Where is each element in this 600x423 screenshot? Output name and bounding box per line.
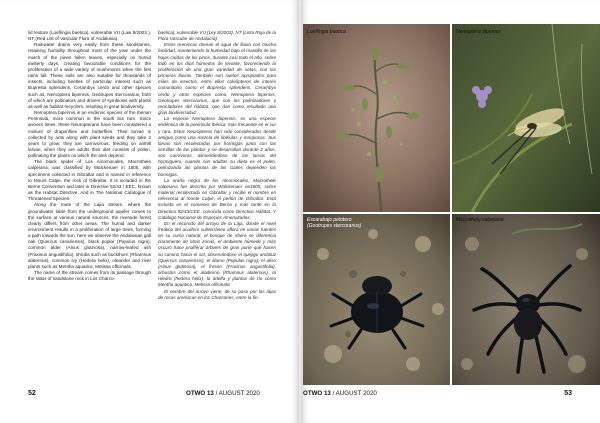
caption-nemoptera: Nemoptera bipennis xyxy=(456,29,501,35)
paragraph: The name of the stream comes from its passage through the slabs of sandstone rock in Los Charco- xyxy=(28,270,151,282)
plant-image xyxy=(303,24,450,212)
magazine-name: OTWO 13 xyxy=(303,390,331,397)
paragraph: En el recorrido del arroyo de la Laja, donde el nivel freático del acuífero subterráneo aflora en varias fuentes en su curso natural, el bosque de ribera se diferencia claramente de otras zonas, el ambiente húmedo y más oscuro hace proliferar árboles de gran porte que hacen su camino hacia el sol, observándose el quejigo andaluz (Quercus canariensis), el álamo (Populus nigra), el aliso (Alnus glutinosa), el fresno (Fraxinus angustifolia), arbustos como el aladierno (Rhamnus alaternus), la Hiedra (hedera helix), la adelfa y plantas de río como Mentha aquatica, Melissa officinalis xyxy=(158,220,276,288)
issue-date: / AUGUST 2020 xyxy=(330,390,377,397)
beetle-image xyxy=(303,214,450,385)
paragraph: La araña negra de los Alcornocales, Macrothele calpeiana fue descrita por Walckenaer en1805, sobre material recolectado en Gibraltar y recibe el nombre en referencia al monte Calpe, el peñón de Gibraltar. Está incluida en el convenio de Berna y más tarde en la Directiva 92/43/CEE, conocida como Directiva Hábitat, Y Catálogo Nacional de Especies Amenazadas. xyxy=(158,177,276,220)
nemoptera-photo xyxy=(452,24,600,212)
paragraph: lid texture (Loeflingia baetica), vulnerable VU (Law 8/2003 ), NT (Red List of Vascular Flora of Andalusia). xyxy=(28,30,151,42)
caption-geotrupes: Escarabajo pelotero (Geotrupes stercorarius) xyxy=(307,217,362,229)
page-number-left: 52 xyxy=(28,390,36,397)
english-column xyxy=(28,30,151,380)
paragraph: Nemoptera bipennis is an endemic species of the Iberian Peninsula, more common in the south but rare. Since ancient times, these Neuropterans have been considered a mixture of dragonflies and butterflies. Their larvae is collected by ants along with plant seeds and they take 2 years to grow; they are carnivorous, feeding on anthill larvae, when they are adults their diet consists of pollen, pollinating the plants on which the ants depend. xyxy=(28,110,151,159)
insect-image xyxy=(452,24,600,212)
paragraph: baetica), vulnerable VU (Ley 8/2003), NT (Lista Roja de la Flora Vascular de Andalucía) xyxy=(158,30,276,42)
magazine-issue-right xyxy=(303,390,377,397)
paragraph: Estos areniscas drenan el agua de lluvia con mucha facilidad, manteniendo la humedad bajo el mantillo de las hojas caídas de los pinos, durante casi todo el año, sobre todo en los días húmedos de levante, favoreciendo la proliferación de una gran variedad de setas, con las primeras lluvias. También son suelos apropiados para miles de insectos, entre ellos coleópteros de interés comunitario como el Bupresta splendens, Cerambyx cerdo y otras especies como, Nemoptera bipennis, Geotrupes stercorarius, que son los polinizadores y recicladores del hábitat, que dan como resultado una gran biodiversidad. xyxy=(158,42,276,116)
caption-loeflingia: Loeflingia baetica xyxy=(307,29,346,35)
macrothele-photo xyxy=(452,214,600,385)
left-page xyxy=(0,0,299,423)
geotrupes-photo xyxy=(303,214,450,385)
paragraph: El nombre del arroyo viene, de su paso por las lajas de rocas areniscas en los Charcones, entre la fin- xyxy=(158,288,276,300)
spanish-column xyxy=(158,30,276,380)
paragraph: La especie Nemoptera bipennis, es una especie endémica de la península Ibérica, más frecuente en el sur y rara. Estos Neurópteros han sido considerados desde antiguo como una mezcla de libélulas y mariposas. Sus larvas son recolectadas por hormigas junto con las semillas de las plantas y se desarrollan durante 2 años, son carnívoras, alimentándose de las larvas del hormiguero, cuando son adultas su dieta es el polen, polinizando las plantas de las cuales dependen las hormigas. xyxy=(158,116,276,177)
paragraph: The black spider of Los Alcornocales, Macrothele calpeiana, was classified by Walckenaer in 1805, with specimens collected in Gibraltar and is named in reference to Mount Calpe, the rock of Gibraltar. It is included in the Berne Convention and later in Directive 92/43 / EEC, known as the Habitat Directive, And in The National Catalogue of Threatened Species. xyxy=(28,159,151,202)
right-page xyxy=(301,0,600,423)
caption-macrothele: Macrothele calpeiana xyxy=(456,217,504,223)
paragraph: Along the route of the Lajia stream, where the groundwater table from the underground aquifer comes to the surface at various natural sources, the riverside forest clearly differs from other areas. The humid and darker environment results in a proliferation of large trees, forming a path towards the sun, here we observe the Andalusian gall oak (Quercus canariensis), black poplar (Populus nigra), common alder (Alnus glutinosa), narrow-leafed ash (Fraxinus angustifolia), shrubs such as buckthorn (Rhamnus alaternus), common ivy (Hedera helix), oleander and river plants such as Mentha aquatica, Melissa officinalis. xyxy=(28,202,151,269)
spider-image xyxy=(452,214,600,385)
magazine-issue-left xyxy=(186,390,260,397)
loeflingia-photo xyxy=(303,24,450,212)
magazine-name: OTWO 13 xyxy=(186,390,214,397)
paragraph: Rainwater drains very easily from these sandstones, retaining humidity throughout most of the year under the mulch of the pines fallen leaves, especially on humid easterly days, creating favourable conditions for the proliferation of a wide variety of mushrooms when the first rains fall. These soils are also suitable for thousands of insects, including beetles of particular interest such as Bupresta splendens, Cerambyx cerdo and other species such as, Nemoptera bipennis, Geotrupes stercorarius, both of which are pollinators and drivers of symbiosis with plants as well as habitat recyclers, resulting in great biodiversity. xyxy=(28,42,151,109)
issue-date: / AUGUST 2020 xyxy=(213,390,260,397)
page-number-right: 53 xyxy=(564,390,572,397)
